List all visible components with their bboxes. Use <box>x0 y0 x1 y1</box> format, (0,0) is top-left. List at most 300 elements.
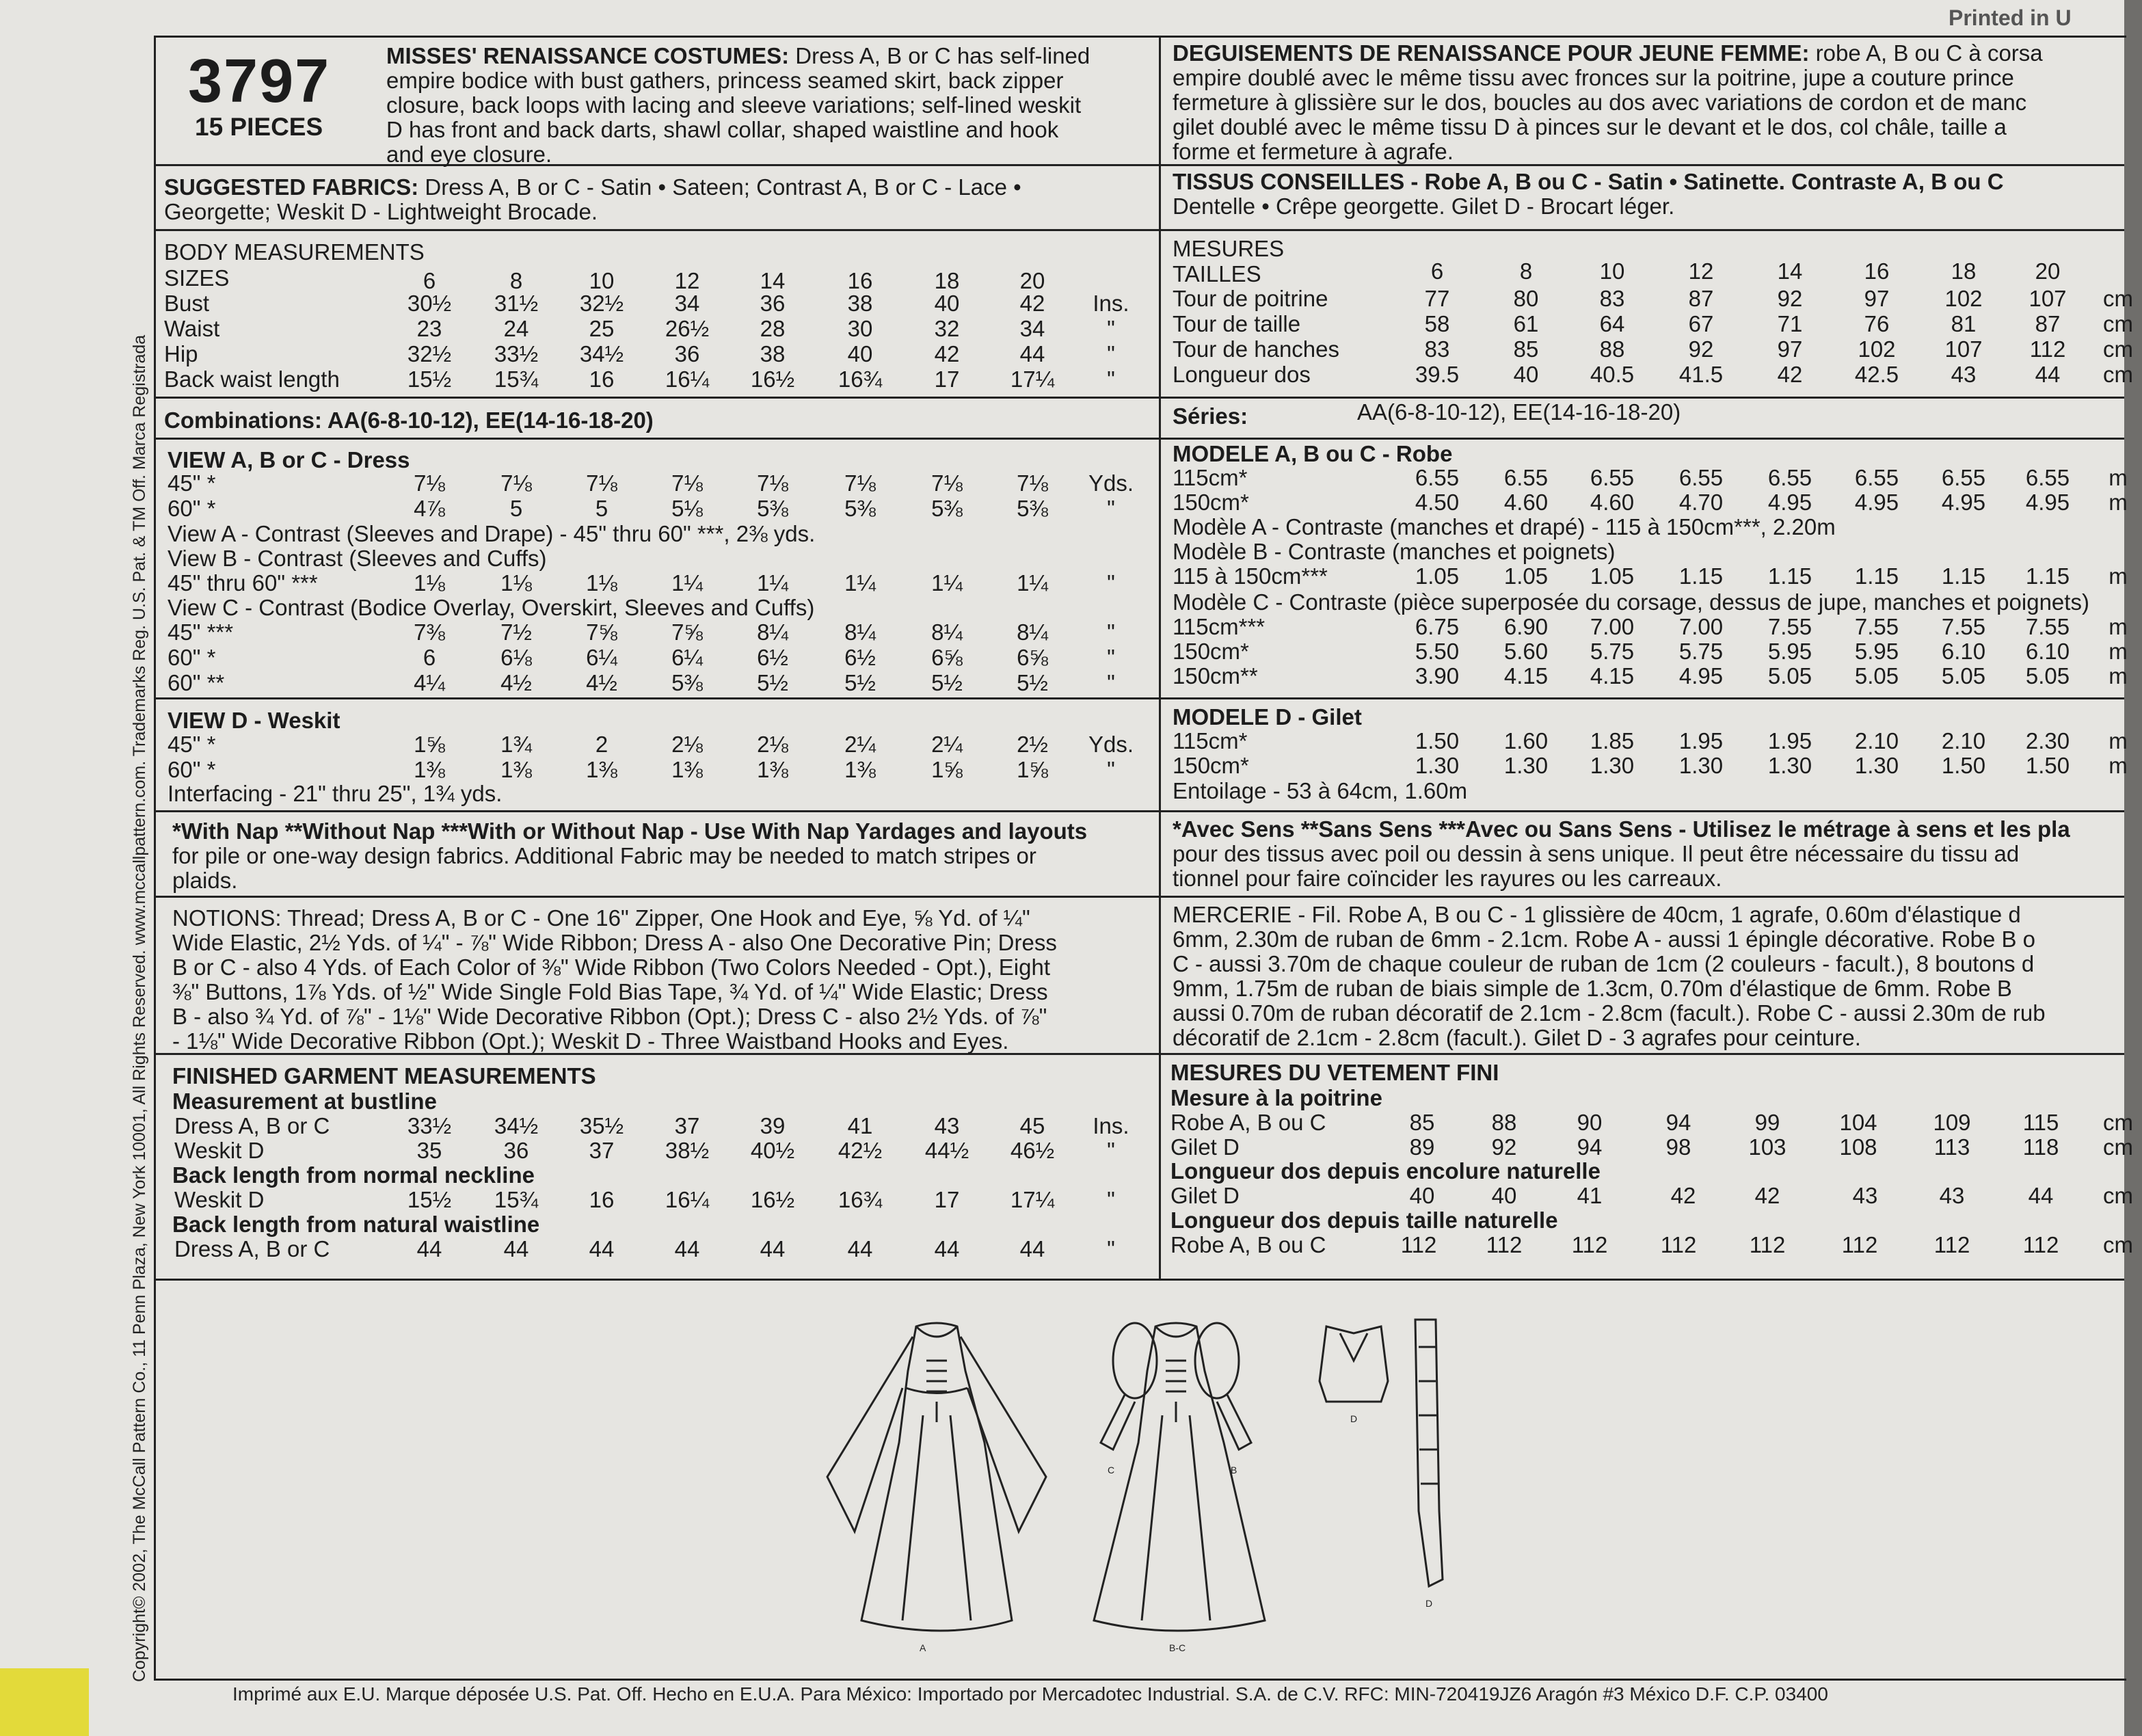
en-cell: 5⅛ <box>671 496 703 521</box>
en-cell: 17¼ <box>1010 366 1055 392</box>
fr-cell: 90 <box>1577 1110 1603 1135</box>
fr-mercerie <box>1173 903 2046 1050</box>
fr-cell: 103 <box>1748 1134 1786 1160</box>
fr-unit: m <box>2108 490 2128 515</box>
fr-cell: 112 <box>1660 1232 1697 1257</box>
fr-cell: 6.55 <box>1590 465 1635 490</box>
fr-row-label: Tour de taille <box>1173 311 1301 336</box>
en-cell: 36 <box>760 291 786 316</box>
dress-a-drawing <box>827 1323 1046 1631</box>
en-cell: 7⅛ <box>586 470 617 496</box>
fr-row-label: 115cm* <box>1173 728 1248 753</box>
fr-cell: 112 <box>1841 1232 1878 1257</box>
en-cell: 5⅜ <box>757 496 788 521</box>
en-size: 20 <box>1019 268 1045 293</box>
en-cell: 1¼ <box>1017 570 1048 596</box>
fr-cell: 98 <box>1665 1134 1691 1160</box>
en-desc-line: D has front and back darts, shawl collar, shaped waistline and hook <box>386 117 1059 142</box>
fr-cell: 39.5 <box>1415 362 1460 387</box>
pieces-count: 15 PIECES <box>195 113 323 141</box>
fr-cell: 102 <box>1944 286 1983 311</box>
fr-cell: 99 <box>1754 1110 1780 1135</box>
en-cell: 5 <box>509 496 523 521</box>
en-cell: 1⅛ <box>586 570 617 596</box>
fr-cell: 1.05 <box>1415 563 1460 589</box>
en-unit: " <box>1107 316 1115 341</box>
en-row-label: Dress A, B or C <box>174 1113 330 1138</box>
fr-neck-title: Longueur dos depuis encolure naturelle <box>1170 1158 1601 1184</box>
fr-desc-title: DEGUISEMENTS DE RENAISSANCE POUR JEUNE FEMME: <box>1173 40 1810 66</box>
en-row-label: 60" * <box>168 757 216 782</box>
fr-cell: 112 <box>2022 1232 2059 1257</box>
en-view-d-title: VIEW D - Weskit <box>168 708 340 733</box>
fr-model-c-contrast: Modèle C - Contraste (pièce superposée du corsage, dessus de jupe, manches et poignets) <box>1173 589 2089 615</box>
column-divider <box>1159 36 1161 1280</box>
en-cell: 6 <box>423 645 436 670</box>
en-row-label: 60" * <box>168 496 216 521</box>
fr-cell: 7.00 <box>1590 614 1635 639</box>
fr-cell: 6.55 <box>2025 465 2070 490</box>
fr-cell: 107 <box>1944 336 1983 362</box>
fr-cell: 5.05 <box>2025 663 2070 689</box>
pattern-number: 3797 <box>188 47 331 116</box>
en-cell: 6½ <box>844 645 876 670</box>
fr-cell: 1.15 <box>2025 563 2070 589</box>
fr-cell: 7.00 <box>1678 614 1724 639</box>
en-row-label: 60" * <box>168 645 216 670</box>
en-view-b-contrast: View B - Contrast (Sleeves and Cuffs) <box>168 546 547 571</box>
fr-cell: 5.05 <box>1854 663 1899 689</box>
en-cell: 35½ <box>579 1113 624 1138</box>
fr-waist-title: Longueur dos depuis taille naturelle <box>1170 1207 1558 1233</box>
fr-cell: 88 <box>1491 1110 1517 1135</box>
en-nap-line: for pile or one-way design fabrics. Additional Fabric may be needed to match stripes or <box>172 843 1036 868</box>
fr-unit: m <box>2108 639 2128 664</box>
en-bustline-title: Measurement at bustline <box>172 1089 437 1114</box>
en-cell: 1¼ <box>931 570 963 596</box>
fr-fabrics <box>1173 170 2004 219</box>
fr-cell: 6.90 <box>1503 614 1549 639</box>
fr-cell: 42 <box>1754 1183 1780 1208</box>
en-cell: 33½ <box>407 1113 452 1138</box>
fr-cell: 4.60 <box>1590 490 1635 515</box>
en-cell: 32½ <box>407 341 452 366</box>
fr-fabrics-line: Dentelle • Crêpe georgette. Gilet D - Brocart léger. <box>1173 193 1675 219</box>
en-cell: 17¼ <box>1010 1187 1055 1212</box>
en-cell: 1¼ <box>671 570 703 596</box>
fr-size: 10 <box>1599 258 1625 284</box>
fr-cell: 102 <box>1858 336 1896 362</box>
weskit-d-back-drawing <box>1415 1320 1443 1586</box>
fr-desc-line: robe A, B ou C à corsa <box>1809 40 2043 66</box>
en-interfacing: Interfacing - 21" thru 25", 1¾ yds. <box>168 781 503 806</box>
label-a: A <box>920 1642 926 1653</box>
en-back-waist-title: Back length from natural waistline <box>172 1212 540 1237</box>
fr-cell: 112 <box>1749 1232 1786 1257</box>
en-row-label: Hip <box>164 341 198 366</box>
en-unit: " <box>1107 1187 1115 1212</box>
fr-cell: 42 <box>1670 1183 1696 1208</box>
fr-size: 16 <box>1864 258 1890 284</box>
fr-fabrics-line: TISSUS CONSEILLES - Robe A, B ou C - Satin • Satinette. Contraste A, B ou C <box>1173 169 2004 194</box>
fr-row-label: Tour de poitrine <box>1173 286 1328 311</box>
en-size: 8 <box>509 268 523 293</box>
fr-cell: 5.75 <box>1678 639 1724 664</box>
fr-cell: 1.85 <box>1590 728 1635 753</box>
en-desc-line: and eye closure. <box>386 142 552 167</box>
en-cell: 44½ <box>924 1138 969 1163</box>
en-desc-line: Dress A, B or C has self-lined <box>789 43 1090 68</box>
en-cell: 1⅜ <box>586 757 617 782</box>
fr-cell: 64 <box>1599 311 1625 336</box>
en-cell: 2⅛ <box>757 732 788 757</box>
fr-cell: 6.10 <box>2025 639 2070 664</box>
en-cell: 37 <box>589 1138 615 1163</box>
en-description <box>386 44 1090 167</box>
fr-nap-note <box>1173 817 2070 891</box>
fr-unit: m <box>2108 728 2128 753</box>
en-cell: 34½ <box>579 341 624 366</box>
en-cell: 7⅛ <box>757 470 788 496</box>
fr-series-value: AA(6-8-10-12), EE(14-16-18-20) <box>1357 399 1681 425</box>
rule-combos <box>154 438 2124 440</box>
en-desc-line: empire bodice with bust gathers, princess seamed skirt, back zipper <box>386 68 1064 93</box>
fr-cell: 115 <box>2022 1110 2059 1135</box>
fr-cell: 1.60 <box>1503 728 1549 753</box>
label-b: B <box>1231 1465 1237 1475</box>
fr-cell: 5.75 <box>1590 639 1635 664</box>
fr-cell: 94 <box>1577 1134 1603 1160</box>
fr-cell: 42.5 <box>1854 362 1899 387</box>
en-cell: 16 <box>589 1187 615 1212</box>
fr-row-label: Gilet D <box>1170 1183 1240 1208</box>
fr-cell: 1.05 <box>1503 563 1549 589</box>
fr-mercerie-line: aussi 0.70m de ruban décoratif de 2.1cm - 2.8cm (facult.). Robe C - aussi 2.30m de rub <box>1173 1000 2046 1026</box>
printed-in-text: Printed in U <box>1949 5 2072 30</box>
fr-cell: 81 <box>1951 311 1977 336</box>
fr-cell: 4.70 <box>1678 490 1724 515</box>
fr-cell: 6.55 <box>1854 465 1899 490</box>
en-cell: 26½ <box>665 316 710 341</box>
fr-cell: 85 <box>1513 336 1539 362</box>
en-desc-title: MISSES' RENAISSANCE COSTUMES: <box>386 43 790 68</box>
en-unit: Ins. <box>1093 291 1129 316</box>
en-row-label: Bust <box>164 291 210 316</box>
en-cell: 7⅛ <box>1017 470 1048 496</box>
en-cell: 2¼ <box>931 732 963 757</box>
en-unit: " <box>1107 757 1115 782</box>
fr-cell: 112 <box>1400 1232 1437 1257</box>
en-cell: 6¼ <box>586 645 617 670</box>
en-cell: 7⅛ <box>844 470 876 496</box>
en-unit: " <box>1107 670 1115 695</box>
fr-cell: 3.90 <box>1415 663 1460 689</box>
en-cell: 45 <box>1019 1113 1045 1138</box>
en-cell: 7⅛ <box>931 470 963 496</box>
en-size: 10 <box>589 268 615 293</box>
en-unit: " <box>1107 366 1115 392</box>
fr-cell: 1.15 <box>1678 563 1724 589</box>
en-cell: 40 <box>847 341 873 366</box>
en-notions-line: NOTIONS: Thread; Dress A, B or C - One 16" Zipper, One Hook and Eye, ⅝ Yd. of ¼" <box>172 905 1030 931</box>
en-cell: 7½ <box>500 619 532 645</box>
en-cell: 44 <box>760 1236 786 1261</box>
fr-size: 6 <box>1430 258 1444 284</box>
fr-cell: 4.95 <box>1854 490 1899 515</box>
fr-cell: 1.30 <box>1415 753 1460 778</box>
fr-unit: cm <box>2103 311 2133 336</box>
fr-unit: m <box>2108 465 2128 490</box>
label-bc: B-C <box>1169 1642 1186 1653</box>
en-desc-line: closure, back loops with lacing and sleeve variations; self-lined weskit <box>386 92 1082 118</box>
en-cell: 6⅛ <box>500 645 532 670</box>
en-cell: 31½ <box>494 291 539 316</box>
en-fabrics-line: Georgette; Weskit D - Lightweight Brocade. <box>164 199 598 224</box>
en-notions-line: ⅜" Buttons, 1⅞ Yds. of ½" Wide Single Fold Bias Tape, ¾ Yd. of ¼" Wide Elastic; Dress <box>172 979 1048 1004</box>
fr-unit: m <box>2108 614 2128 639</box>
en-cell: 30½ <box>407 291 452 316</box>
fr-cell: 40 <box>1513 362 1539 387</box>
en-unit: " <box>1107 1138 1115 1163</box>
en-nap-note <box>172 819 1087 893</box>
fr-cell: 112 <box>1571 1232 1608 1257</box>
fr-sizes-label: TAILLES <box>1173 261 1261 286</box>
fr-cell: 43 <box>1951 362 1977 387</box>
fr-mercerie-line: C - aussi 3.70m de chaque couleur de ruban de 1cm (2 couleurs - facult.), 8 boutons d <box>1173 951 2035 976</box>
fr-cell: 2.10 <box>1854 728 1899 753</box>
en-row-label: Weskit D <box>174 1138 265 1163</box>
en-cell: 33½ <box>494 341 539 366</box>
en-cell: 7⅛ <box>500 470 532 496</box>
en-cell: 16¾ <box>838 1187 883 1212</box>
fr-cell: 43 <box>1939 1183 1965 1208</box>
en-sizes-label: SIZES <box>164 265 230 291</box>
en-cell: 1⅜ <box>844 757 876 782</box>
fr-cell: 7.55 <box>1854 614 1899 639</box>
en-cell: 42½ <box>838 1138 883 1163</box>
en-cell: 44 <box>674 1236 700 1261</box>
en-cell: 1⅜ <box>500 757 532 782</box>
fr-cell: 1.50 <box>2025 753 2070 778</box>
fr-cell: 7.55 <box>2025 614 2070 639</box>
en-unit: Yds. <box>1088 732 1134 757</box>
fr-row-label: Tour de hanches <box>1173 336 1340 362</box>
en-cell: 6⅝ <box>931 645 963 670</box>
fr-cell: 1.50 <box>1941 753 1986 778</box>
en-view-a-contrast: View A - Contrast (Sleeves and Drape) - 45" thru 60" ***, 2⅜ yds. <box>168 521 816 546</box>
en-cell: 40½ <box>750 1138 795 1163</box>
fr-row-label: Longueur dos <box>1173 362 1311 387</box>
en-cell: 2⅛ <box>671 732 703 757</box>
yellow-surface <box>0 1668 89 1736</box>
fr-cell: 109 <box>1933 1110 1971 1135</box>
en-cell: 39 <box>760 1113 786 1138</box>
fr-size: 18 <box>1951 258 1977 284</box>
fr-cell: 5.50 <box>1415 639 1460 664</box>
fr-row-label: 150cm** <box>1173 663 1258 689</box>
fr-desc-line: gilet doublé avec le même tissu D à pinces sur le devant et le dos, col châle, taille a <box>1173 114 2007 139</box>
fr-finished-title: MESURES DU VETEMENT FINI <box>1170 1060 1499 1085</box>
fr-cell: 7.55 <box>1767 614 1812 639</box>
fr-cell: 42 <box>1777 362 1803 387</box>
en-nap-line: *With Nap **Without Nap ***With or Without Nap - Use With Nap Yardages and layouts <box>172 818 1088 844</box>
fr-mercerie-line: MERCERIE - Fil. Robe A, B ou C - 1 glissière de 40cm, 1 agrafe, 0.60m d'élastique d <box>1173 902 2021 927</box>
fr-row-label: 150cm* <box>1173 753 1249 778</box>
en-row-label: 45" thru 60" *** <box>168 570 318 596</box>
en-cell: 25 <box>589 316 615 341</box>
fr-cell: 7.55 <box>1941 614 1986 639</box>
copyright-sidebar: Copyright© 2002, The McCall Pattern Co., 11 Penn Plaza, New York 10001, All Rights Reserved. www.mccallpattern.com. Trademarks Reg. U.S. Pat. & TM Off. Marca Registrada <box>130 334 149 1682</box>
rule-body <box>154 397 2124 399</box>
fr-cell: 85 <box>1409 1110 1435 1135</box>
fr-cell: 1.30 <box>1503 753 1549 778</box>
en-size: 18 <box>934 268 960 293</box>
label-c: C <box>1108 1465 1115 1475</box>
fr-cell: 1.30 <box>1854 753 1899 778</box>
en-fabrics-line: Dress A, B or C - Satin • Sateen; Contrast A, B or C - Lace • <box>418 174 1021 200</box>
fr-model-b-contrast: Modèle B - Contraste (manches et poignets) <box>1173 539 1616 564</box>
fr-cell: 5.95 <box>1854 639 1899 664</box>
fr-cell: 40.5 <box>1590 362 1635 387</box>
en-cell: 17 <box>934 366 960 392</box>
en-body-title: BODY MEASUREMENTS <box>164 239 425 265</box>
en-cell: 15¾ <box>494 366 539 392</box>
fr-model-a-contrast: Modèle A - Contraste (manches et drapé) - 115 à 150cm***, 2.20m <box>1173 514 1836 539</box>
fr-unit: cm <box>2103 336 2133 362</box>
fr-cell: 80 <box>1513 286 1539 311</box>
fr-nap-line: *Avec Sens **Sans Sens ***Avec ou Sans Sens - Utilisez le métrage à sens et les pla <box>1173 816 2070 842</box>
en-notions-line: Wide Elastic, 2½ Yds. of ¼" - ⅞" Wide Ribbon; Dress A - also One Decorative Pin; Dress <box>172 930 1057 955</box>
en-cell: 42 <box>934 341 960 366</box>
en-unit: " <box>1107 1236 1115 1261</box>
fr-cell: 1.15 <box>1767 563 1812 589</box>
en-cell: 30 <box>847 316 873 341</box>
en-cell: 8¼ <box>1017 619 1048 645</box>
en-row-label: 60" ** <box>168 670 225 695</box>
en-view-abc-title: VIEW A, B or C - Dress <box>168 447 410 472</box>
weskit-d-drawing <box>1320 1326 1388 1402</box>
en-row-label: Dress A, B or C <box>174 1236 330 1261</box>
fr-bust-title: Mesure à la poitrine <box>1170 1085 1382 1110</box>
rule-fr-desc <box>1159 164 2124 166</box>
fr-cell: 40 <box>1491 1183 1517 1208</box>
en-notions-line: B - also ¾ Yd. of ⅞" - 1⅛" Wide Decorative Ribbon (Opt.); Dress C - also 2½ Yds. of ⅞" <box>172 1004 1047 1029</box>
en-size: 16 <box>847 268 873 293</box>
en-row-label: Back waist length <box>164 366 340 392</box>
en-cell: 1⅛ <box>500 570 532 596</box>
fr-cell: 6.10 <box>1941 639 1986 664</box>
en-cell: 24 <box>503 316 529 341</box>
fr-row-label: 150cm* <box>1173 639 1249 664</box>
en-unit: Ins. <box>1093 1113 1129 1138</box>
en-cell: 1⅝ <box>931 757 963 782</box>
fr-cell: 5.05 <box>1767 663 1812 689</box>
en-row-label: 45" *** <box>168 619 234 645</box>
fr-cell: 89 <box>1409 1134 1435 1160</box>
footer-legal: Imprimé aux E.U. Marque déposée U.S. Pat. Off. Hecho en E.U.A. Para México: Importado por Mercadotec Industrial. S.A. de C.V. RFC: MIN-720419JZ6 Aragón #3 México D.F. C.P. 03400 <box>232 1683 1828 1705</box>
fr-cell: 4.50 <box>1415 490 1460 515</box>
en-cell: 1¼ <box>844 570 876 596</box>
en-cell: 44 <box>503 1236 529 1261</box>
fr-entoilage: Entoilage - 53 à 64cm, 1.60m <box>1173 778 1468 803</box>
en-row-label: Waist <box>164 316 220 341</box>
en-row-label: Weskit D <box>174 1187 265 1212</box>
en-cell: 16½ <box>750 1187 795 1212</box>
en-fabrics <box>164 175 1021 224</box>
en-unit: " <box>1107 570 1115 596</box>
en-cell: 41 <box>847 1113 873 1138</box>
fr-cell: 104 <box>1839 1110 1877 1135</box>
en-cell: 34 <box>1019 316 1045 341</box>
en-cell: 5⅜ <box>931 496 963 521</box>
fr-cell: 2.10 <box>1941 728 1986 753</box>
en-cell: 8¼ <box>757 619 788 645</box>
en-cell: 44 <box>1019 1236 1045 1261</box>
fr-unit: cm <box>2103 1232 2133 1257</box>
en-nap-line: plaids. <box>172 868 238 893</box>
fr-cell: 71 <box>1777 311 1803 336</box>
fr-cell: 4.95 <box>1941 490 1986 515</box>
en-cell: 4⅞ <box>414 496 445 521</box>
en-cell: 5 <box>595 496 608 521</box>
en-cell: 32½ <box>579 291 624 316</box>
fr-cell: 4.95 <box>1678 663 1724 689</box>
fr-cell: 76 <box>1864 311 1890 336</box>
en-cell: 16¼ <box>665 366 710 392</box>
rule-nap <box>154 896 2124 898</box>
fr-unit: m <box>2108 563 2128 589</box>
fr-model-abc-title: MODELE A, B ou C - Robe <box>1173 441 1453 466</box>
en-cell: 2½ <box>1017 732 1048 757</box>
en-notions-line: B or C - also 4 Yds. of Each Color of ⅜" Wide Ribbon (Two Colors Needed - Opt.), Eight <box>172 954 1051 980</box>
fr-cell: 5.05 <box>1941 663 1986 689</box>
en-cell: 5⅜ <box>671 670 703 695</box>
en-cell: 16½ <box>750 366 795 392</box>
fr-cell: 83 <box>1424 336 1450 362</box>
fr-cell: 97 <box>1864 286 1890 311</box>
fr-mercerie-line: décoratif de 2.1cm - 2.8cm (facult.). Gilet D - 3 agrafes pour ceinture. <box>1173 1025 1861 1050</box>
en-cell: 44 <box>1019 341 1045 366</box>
en-cell: 7⅛ <box>671 470 703 496</box>
en-cell: 34½ <box>494 1113 539 1138</box>
en-size: 14 <box>760 268 786 293</box>
en-cell: 23 <box>416 316 442 341</box>
fr-unit: cm <box>2103 286 2133 311</box>
fr-cell: 83 <box>1599 286 1625 311</box>
fr-cell: 1.95 <box>1767 728 1812 753</box>
en-cell: 16¾ <box>838 366 883 392</box>
en-notions-line: - 1⅛" Wide Decorative Ribbon (Opt.); Weskit D - Three Waistband Hooks and Eyes. <box>172 1028 1009 1054</box>
en-cell: 35 <box>416 1138 442 1163</box>
en-cell: 8¼ <box>844 619 876 645</box>
fr-row-label: Gilet D <box>1170 1134 1240 1160</box>
fr-cell: 6.75 <box>1415 614 1460 639</box>
fr-cell: 1.05 <box>1590 563 1635 589</box>
fr-size: 14 <box>1777 258 1803 284</box>
fr-row-label: Robe A, B ou C <box>1170 1110 1326 1135</box>
en-cell: 7⅝ <box>586 619 617 645</box>
fr-cell: 1.15 <box>1854 563 1899 589</box>
fr-cell: 43 <box>1852 1183 1878 1208</box>
fr-cell: 112 <box>1933 1232 1970 1257</box>
fr-cell: 1.30 <box>1590 753 1635 778</box>
fr-cell: 58 <box>1424 311 1450 336</box>
rule-weskit <box>154 810 2124 812</box>
en-cell: 1¼ <box>757 570 788 596</box>
fr-cell: 4.95 <box>1767 490 1812 515</box>
fr-unit: m <box>2108 753 2128 778</box>
fr-cell: 6.55 <box>1941 465 1986 490</box>
